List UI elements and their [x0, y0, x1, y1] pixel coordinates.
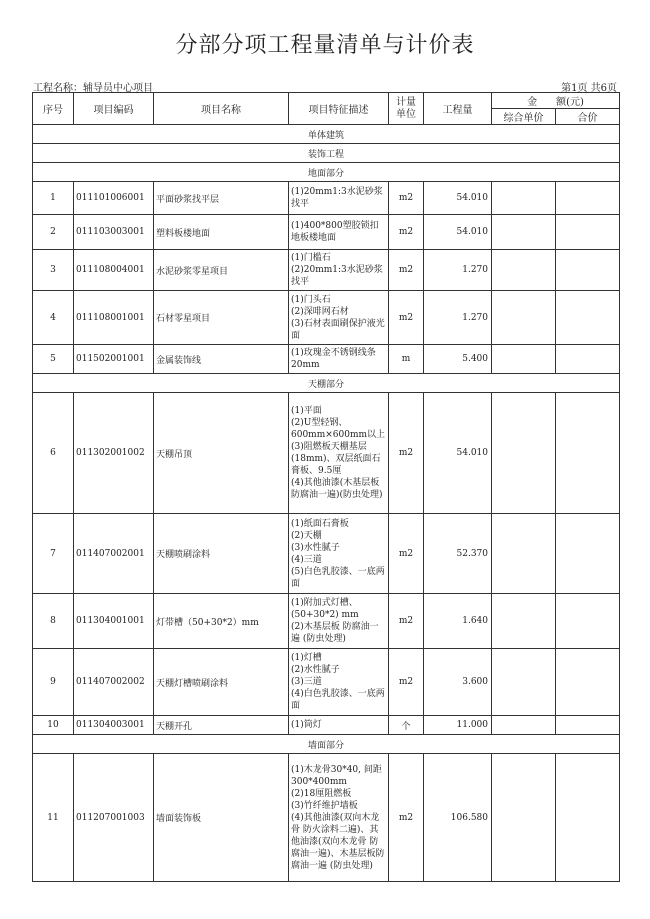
cell-desc: (1)附加式灯槽、(50+30*2) mm (2)木基层板 防腐油一遍 (防虫处理)	[289, 594, 389, 649]
cell-seq: 1	[33, 182, 74, 215]
cell-total	[556, 393, 620, 514]
cell-qty: 5.400	[424, 345, 492, 374]
section-title: 单体建筑	[33, 125, 620, 144]
table-row	[33, 514, 620, 594]
cell-seq: 2	[33, 215, 74, 250]
cell-desc: (1)400*800塑胶锁扣地板楼地面	[289, 215, 389, 250]
cell-unit-price	[492, 716, 556, 735]
cell-desc: (1)玫瑰金不锈钢线条20mm	[289, 345, 389, 374]
cell-qty: 52.370	[424, 514, 492, 594]
header-amount: 金 额(元)	[492, 93, 620, 109]
cell-unit: m2	[389, 182, 424, 215]
cell-unit-price	[492, 182, 556, 215]
table-row	[33, 250, 620, 291]
section-row	[33, 144, 620, 163]
section-row	[33, 125, 620, 144]
cell-name: 石材零星项目	[154, 291, 289, 345]
section-title: 天棚部分	[33, 374, 620, 393]
cell-desc: (1)纸面石膏板 (2)天棚 (3)水性腻子 (4)三道 (5)白色乳胶漆、一底两面	[289, 514, 389, 594]
cell-seq: 11	[33, 754, 74, 882]
cell-unit-price	[492, 594, 556, 649]
header-desc: 项目特征描述	[289, 93, 389, 125]
cell-total	[556, 716, 620, 735]
cell-unit: m2	[389, 594, 424, 649]
table-row	[33, 716, 620, 735]
table-row	[33, 215, 620, 250]
cell-name: 水泥砂浆零星项目	[154, 250, 289, 291]
cell-code: 011304001001	[74, 594, 154, 649]
cell-unit-price	[492, 345, 556, 374]
cell-unit-price	[492, 291, 556, 345]
cell-desc: (1)木龙骨30*40, 间距300*400mm (2)18厘阻燃板 (3)竹纤维护墙板 (4)其他油漆(双向木龙骨 防火涂料二遍)、其他油漆(双向木龙骨 防腐油一遍)、木基层板防腐油一遍 (防虫处理)	[289, 754, 389, 882]
cell-total	[556, 345, 620, 374]
header-unit: 计量 单位	[389, 93, 424, 125]
table-row	[33, 754, 620, 882]
header-unit-price: 综合单价	[492, 109, 556, 125]
cell-name: 平面砂浆找平层	[154, 182, 289, 215]
cell-unit: m2	[389, 250, 424, 291]
page-title: 分部分项工程量清单与计价表	[175, 33, 475, 58]
section-title: 墙面部分	[33, 735, 620, 754]
cell-unit-price	[492, 393, 556, 514]
cell-unit: m2	[389, 649, 424, 716]
bill-table	[32, 92, 620, 882]
section-title: 地面部分	[33, 163, 620, 182]
cell-qty: 11.000	[424, 716, 492, 735]
section-title: 装饰工程	[33, 144, 620, 163]
cell-code: 011207001003	[74, 754, 154, 882]
header-name: 项目名称	[154, 93, 289, 125]
section-row	[33, 163, 620, 182]
cell-seq: 6	[33, 393, 74, 514]
cell-desc: (1)平面 (2)U型轻钢、600mm×600mm以上 (3)阻燃板天棚基层(18mm)、双层纸面石膏板、9.5厘 (4)其他油漆(木基层板防腐油一遍)(防虫处理)	[289, 393, 389, 514]
cell-code: 011407002001	[74, 514, 154, 594]
cell-desc: (1)门头石 (2)深啡网石材 (3)石材表面刷保护液光面	[289, 291, 389, 345]
cell-name: 天棚灯槽喷刷涂料	[154, 649, 289, 716]
cell-seq: 5	[33, 345, 74, 374]
table-row	[33, 393, 620, 514]
table-row	[33, 594, 620, 649]
cell-qty: 1.270	[424, 250, 492, 291]
header-seq: 序号	[33, 93, 74, 125]
cell-unit: m2	[389, 215, 424, 250]
table-row	[33, 291, 620, 345]
cell-code: 011103003001	[74, 215, 154, 250]
cell-unit: m2	[389, 754, 424, 882]
cell-total	[556, 291, 620, 345]
cell-total	[556, 215, 620, 250]
cell-total	[556, 182, 620, 215]
project-name: 工程名称：辅导员中心项目	[33, 83, 153, 94]
cell-name: 天棚喷刷涂料	[154, 514, 289, 594]
cell-seq: 8	[33, 594, 74, 649]
section-row	[33, 374, 620, 393]
cell-total	[556, 649, 620, 716]
page-number: 第1页 共6页	[561, 83, 617, 94]
cell-unit: 个	[389, 716, 424, 735]
cell-name: 墙面装饰板	[154, 754, 289, 882]
cell-unit-price	[492, 514, 556, 594]
cell-unit: m2	[389, 514, 424, 594]
cell-unit: m	[389, 345, 424, 374]
cell-desc: (1)门槛石 (2)20mm1:3水泥砂浆找平	[289, 250, 389, 291]
cell-qty: 54.010	[424, 393, 492, 514]
cell-qty: 54.010	[424, 215, 492, 250]
cell-unit-price	[492, 754, 556, 882]
cell-qty: 1.640	[424, 594, 492, 649]
header-code: 项目编码	[74, 93, 154, 125]
cell-code: 011502001001	[74, 345, 154, 374]
cell-qty: 3.600	[424, 649, 492, 716]
cell-total	[556, 514, 620, 594]
cell-name: 塑料板楼地面	[154, 215, 289, 250]
cell-unit-price	[492, 250, 556, 291]
cell-desc: (1)灯槽 (2)水性腻子 (3)三道 (4)白色乳胶漆、一底两面	[289, 649, 389, 716]
cell-unit-price	[492, 649, 556, 716]
cell-code: 011108004001	[74, 250, 154, 291]
cell-name: 金属装饰线	[154, 345, 289, 374]
cell-unit: m2	[389, 393, 424, 514]
cell-seq: 7	[33, 514, 74, 594]
cell-desc: (1)20mm1:3水泥砂浆找平	[289, 182, 389, 215]
cell-qty: 106.580	[424, 754, 492, 882]
cell-code: 011302001002	[74, 393, 154, 514]
header-qty: 工程量	[424, 93, 492, 125]
table-row	[33, 182, 620, 215]
section-row	[33, 735, 620, 754]
cell-seq: 9	[33, 649, 74, 716]
cell-code: 011304003001	[74, 716, 154, 735]
cell-code: 011101006001	[74, 182, 154, 215]
cell-seq: 4	[33, 291, 74, 345]
cell-unit: m2	[389, 291, 424, 345]
cell-total	[556, 250, 620, 291]
table-row	[33, 345, 620, 374]
cell-qty: 1.270	[424, 291, 492, 345]
cell-total	[556, 594, 620, 649]
cell-qty: 54.010	[424, 182, 492, 215]
cell-unit-price	[492, 215, 556, 250]
cell-total	[556, 754, 620, 882]
cell-seq: 10	[33, 716, 74, 735]
cell-desc: (1)筒灯	[289, 716, 389, 735]
cell-name: 天棚开孔	[154, 716, 289, 735]
table-row	[33, 649, 620, 716]
cell-name: 天棚吊顶	[154, 393, 289, 514]
header-total: 合价	[556, 109, 620, 125]
cell-code: 011108001001	[74, 291, 154, 345]
cell-code: 011407002002	[74, 649, 154, 716]
cell-seq: 3	[33, 250, 74, 291]
cell-name: 灯带槽（50+30*2）mm	[154, 594, 289, 649]
